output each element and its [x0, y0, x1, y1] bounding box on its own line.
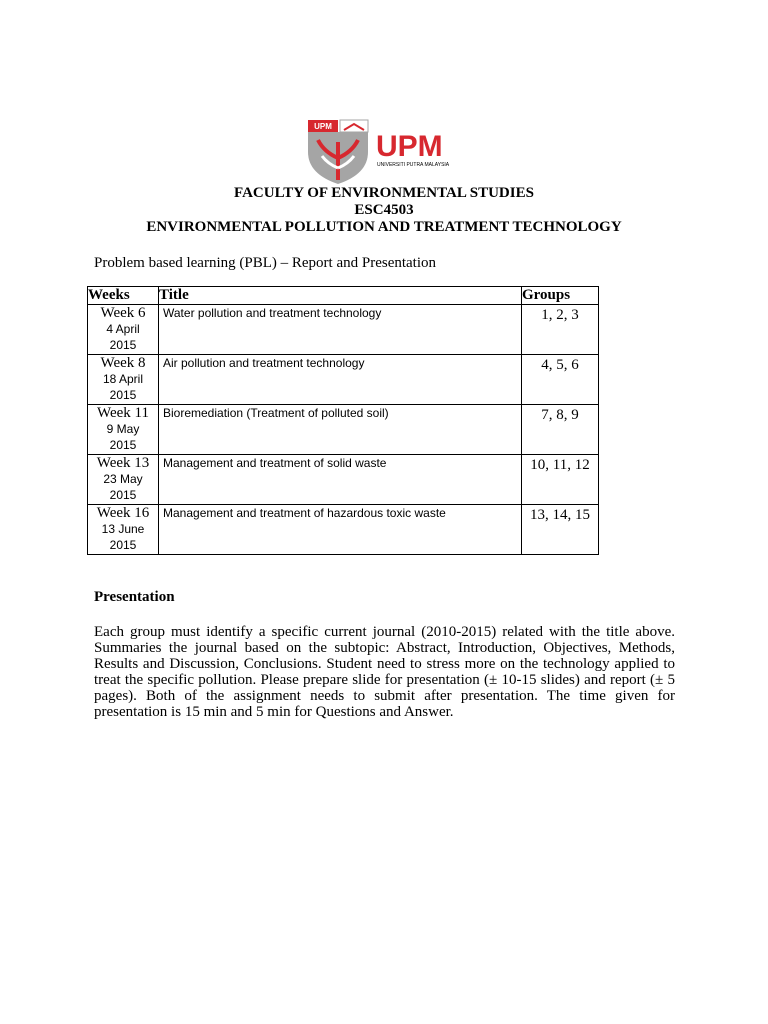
groups-cell	[522, 355, 599, 405]
week-label: Week 8	[100, 355, 146, 371]
groups-cell	[522, 405, 599, 455]
title-cell	[159, 505, 522, 555]
intro-line: Problem based learning (PBL) – Report and Presentation	[94, 255, 437, 271]
faculty-heading: FACULTY OF ENVIRONMENTAL STUDIES	[234, 185, 534, 201]
week-cell	[88, 305, 159, 355]
groups-header: Groups	[522, 287, 599, 305]
groups-cell	[522, 455, 599, 505]
title-cell	[159, 405, 522, 455]
week-cell	[88, 405, 159, 455]
topic-title: Air pollution and treatment technology	[163, 356, 365, 370]
week-cell	[88, 455, 159, 505]
week-label: Week 11	[97, 405, 149, 421]
group-numbers: 4, 5, 6	[541, 357, 579, 373]
presentation-heading: Presentation	[94, 589, 175, 605]
logo-brand-text: UPM	[376, 130, 443, 163]
logo-badge-text: UPM	[314, 122, 332, 131]
week-date: 9 May	[106, 422, 140, 436]
week-date: 4 April	[106, 322, 140, 336]
week-cell	[88, 505, 159, 555]
title-header: Title	[159, 287, 522, 305]
upm-logo	[306, 118, 462, 186]
week-label: Week 16	[96, 505, 150, 521]
week-label: Week 6	[100, 305, 146, 321]
topic-title: Bioremediation (Treatment of polluted soil)	[163, 406, 389, 420]
week-label: Week 13	[96, 455, 150, 471]
topic-title: Water pollution and treatment technology	[163, 306, 382, 320]
group-numbers: 7, 8, 9	[541, 407, 579, 423]
title-cell	[159, 305, 522, 355]
week-year: 2015	[109, 488, 137, 502]
weeks-header: Weeks	[88, 287, 159, 305]
week-date: 13 June	[101, 522, 145, 536]
table-row	[88, 405, 599, 455]
week-year: 2015	[109, 388, 137, 402]
week-date: 23 May	[103, 472, 143, 486]
group-numbers: 1, 2, 3	[541, 307, 579, 323]
schedule-table	[87, 286, 599, 555]
table-header-row	[88, 287, 599, 305]
week-cell	[88, 355, 159, 405]
group-numbers: 10, 11, 12	[530, 457, 590, 473]
course-title-heading: ENVIRONMENTAL POLLUTION AND TREATMENT TECHNOLOGY	[146, 219, 622, 235]
groups-cell	[522, 305, 599, 355]
table-row	[88, 305, 599, 355]
presentation-paragraph: Each group must identify a specific current journal (2010-2015) related with the title above. Summaries the journal based on the subtopic: Abstract, Introduction, Objectives, Methods, Results and Discussion, Conclusions. Student need to stress more on the technology applied to treat the specific pollution. Please prepare slide for presentation (± 10-15 slides) and report (± 5 pages). Both of the assignment needs to submit after presentation. The time given for presentation is 15 min and 5 min for Questions and Answer.	[94, 624, 675, 720]
title-cell	[159, 355, 522, 405]
title-cell	[159, 455, 522, 505]
group-numbers: 13, 14, 15	[530, 507, 590, 523]
table-row	[88, 505, 599, 555]
week-date: 18 April	[102, 372, 144, 386]
topic-title: Management and treatment of solid waste	[163, 456, 387, 470]
logo-university-text: UNIVERSITI PUTRA MALAYSIA	[377, 162, 450, 168]
table-row	[88, 455, 599, 505]
groups-cell	[522, 505, 599, 555]
course-code-heading: ESC4503	[354, 202, 414, 218]
week-year: 2015	[109, 538, 137, 552]
week-year: 2015	[109, 438, 137, 452]
table-row	[88, 355, 599, 405]
topic-title: Management and treatment of hazardous toxic waste	[163, 506, 446, 520]
week-year: 2015	[109, 338, 137, 352]
